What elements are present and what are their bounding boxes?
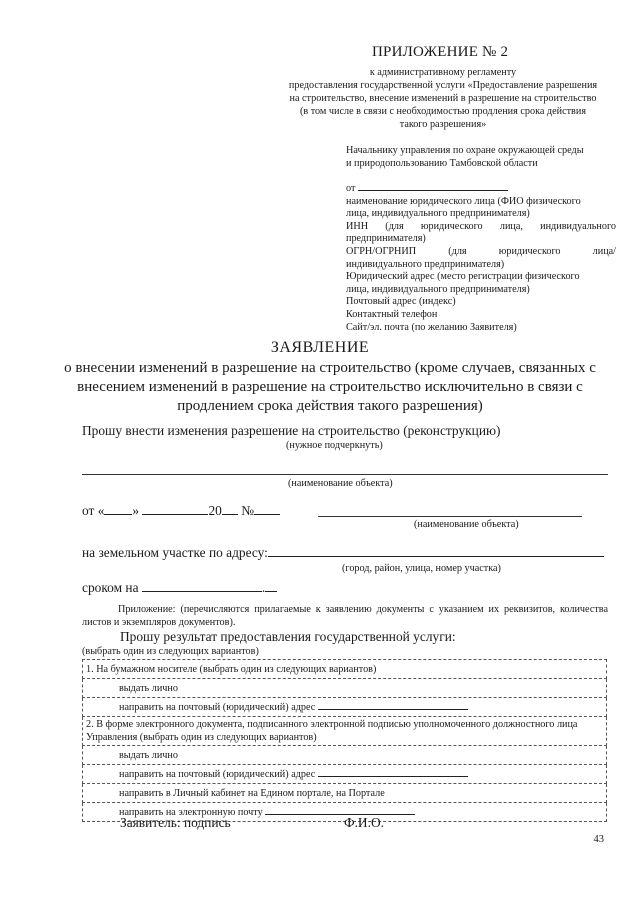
appendix-title: ПРИЛОЖЕНИЕ № 2 xyxy=(372,44,509,60)
table-row[interactable] xyxy=(83,679,607,698)
number-label: № xyxy=(241,503,255,518)
table-row[interactable] xyxy=(83,765,607,784)
sender-line: ОГРН/ОГРНИП (для юридического лица/ xyxy=(346,245,616,257)
object-name-line[interactable] xyxy=(82,474,608,475)
recipient-line: Начальнику управления по охране окружающей среды xyxy=(346,145,584,156)
number-field[interactable] xyxy=(254,514,280,515)
term-field[interactable] xyxy=(142,591,262,592)
object-caption-2: (наименование объекта) xyxy=(414,519,519,530)
month-field[interactable] xyxy=(142,514,208,515)
applicant-signature-label: Заявитель: подпись xyxy=(120,815,231,830)
term-label: сроком на xyxy=(82,580,139,595)
date-number-row xyxy=(82,503,280,519)
land-address-field[interactable] xyxy=(268,556,604,557)
sender-line: ИНН (для юридического лица, индивидуального xyxy=(346,220,616,232)
statement-subtitle: о внесении изменений в разрешение на строительство (кроме случаев, связанных с внесением изменений в разрешение на строительство исключительно в связи с продлением срока действия такого разрешения) xyxy=(64,360,596,414)
recipient-line: и природопользованию Тамбовской области xyxy=(346,158,538,169)
attachment-text: Приложение: (перечисляются прилагаемые к заявлению документы с указанием их реквизитов, количества листов и экземпляров документов). xyxy=(82,604,608,628)
applicant-fio-label: Ф.И.О. xyxy=(344,815,384,830)
address-caption: (город, район, улица, номер участка) xyxy=(342,563,501,574)
term-end: . xyxy=(261,580,266,595)
option-electronic-in-person[interactable]: выдать лично xyxy=(83,746,607,765)
sender-line: лица, индивидуального предпринимателя) xyxy=(346,283,530,295)
option-label: направить на электронную почту xyxy=(119,806,263,818)
appendix-line: (в том числе в связи с необходимостью продления срока действия xyxy=(299,106,587,117)
recipient-block xyxy=(346,144,616,170)
date-open-quote: от « xyxy=(82,503,105,518)
year-prefix: 20 xyxy=(208,503,222,518)
option-label: направить на почтовый (юридический) адрес xyxy=(119,768,316,780)
statement-title: ЗАЯВЛЕНИЕ xyxy=(270,339,370,356)
email-field[interactable] xyxy=(265,814,415,815)
term-row xyxy=(82,580,277,596)
date-close-quote: » xyxy=(132,503,140,518)
sender-line: Сайт/эл. почта (по желанию Заявителя) xyxy=(346,321,517,333)
option-electronic-portal[interactable]: направить в Личный кабинет на Едином портале, на Портале xyxy=(83,784,607,803)
result-heading: Прошу результат предоставления государственной услуги: xyxy=(120,629,456,644)
sender-block xyxy=(346,183,616,334)
sender-line: наименование юридического лица (ФИО физического xyxy=(346,195,581,207)
option-group-paper: 1. На бумажном носителе (выбрать один из следующих вариантов) xyxy=(83,660,607,679)
appendix-line: предоставления государственной услуги «Предоставление разрешения xyxy=(288,80,598,91)
object-name-line-2[interactable] xyxy=(318,516,582,517)
table-row[interactable] xyxy=(83,698,607,717)
table-row xyxy=(83,660,607,679)
attachment-paragraph xyxy=(82,603,608,629)
day-field[interactable] xyxy=(104,514,132,515)
appendix-line: такого разрешения» xyxy=(399,119,487,130)
mail-address-field[interactable] xyxy=(318,709,468,710)
mail-address-field-2[interactable] xyxy=(318,776,468,777)
option-paper-mail[interactable] xyxy=(83,698,607,717)
option-label: направить на почтовый (юридический) адрес xyxy=(119,701,316,713)
request-note: (нужное подчеркнуть) xyxy=(286,440,383,451)
object-caption: (наименование объекта) xyxy=(288,478,393,489)
table-row[interactable] xyxy=(83,746,607,765)
table-row[interactable] xyxy=(83,784,607,803)
result-options-table xyxy=(82,659,607,822)
sender-line: Контактный телефон xyxy=(346,308,438,320)
option-group-electronic: 2. В форме электронного документа, подписанного электронной подписью уполномоченного должностного лица Управления (выбрать один из следующих вариантов) xyxy=(83,717,607,746)
request-text: Прошу внести изменения разрешение на строительство (реконструкцию) xyxy=(82,423,501,438)
option-paper-in-person[interactable]: выдать лично xyxy=(83,679,607,698)
appendix-line: к административному регламенту xyxy=(369,67,517,78)
sender-line: лица, индивидуального предпринимателя) xyxy=(346,208,530,220)
sender-line: индивидуального предпринимателя) xyxy=(346,258,505,270)
term-field-tail[interactable] xyxy=(265,591,277,592)
sender-from-row xyxy=(346,183,616,196)
appendix-subtitle xyxy=(268,66,618,131)
sender-line: Почтовый адрес (индекс) xyxy=(346,296,456,308)
option-electronic-mail[interactable] xyxy=(83,765,607,784)
result-note: (выбрать один из следующих вариантов) xyxy=(82,646,259,657)
page-number: 43 xyxy=(593,834,604,845)
land-label: на земельном участке по адресу: xyxy=(82,545,268,560)
from-label: от xyxy=(346,183,356,194)
appendix-line: на строительство, внесение изменений в разрешение на строительство xyxy=(289,93,597,104)
sender-line: предпринимателя) xyxy=(346,233,426,245)
year-field[interactable] xyxy=(222,514,238,515)
table-row xyxy=(83,717,607,746)
land-address-row xyxy=(82,545,604,561)
sender-line: Юридический адрес (место регистрации физического xyxy=(346,271,580,283)
from-fill-line[interactable] xyxy=(358,190,508,191)
